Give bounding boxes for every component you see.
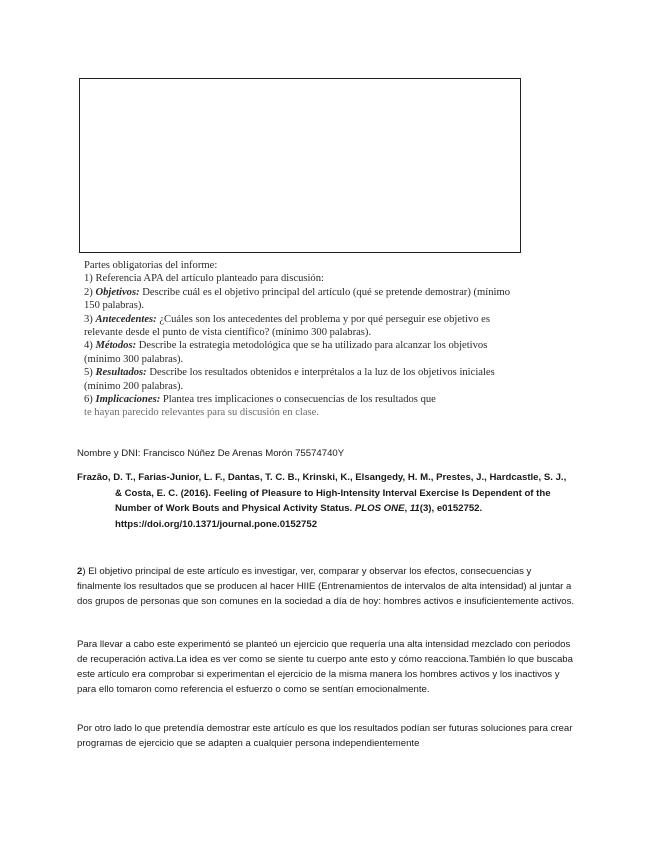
paragraph-method: Para llevar a cabo este experimentó se planteó un ejercicio que requería una alta intensidad mezclado con periodos de recuperación activa.La idea es ver como se siente tu cuerpo ante esto y cómo reacciona.También lo que buscaba este artículo era comprobar si experimentan el ejercicio de la misma manera los hombres activos y los inactivos y para ello tomaron como referencia el esfuerzo o como se sentían emocionalmente. — [77, 639, 573, 695]
instruction-item-2: 2) Objetivos: Describe cuál es el objetivo principal del artículo (qué se pretende demostrar) (mínimo 150 palabras). — [84, 286, 510, 312]
instruction-item-4: 4) Métodos: Describe la estrategia metodológica que se ha utilizado para alcanzar los objetivos (mínimo 300 palabras). — [84, 340, 488, 365]
apa-reference: Frazão, D. T., Farias-Junior, L. F., Dantas, T. C. B., Krinski, K., Elsangedy, H. M., Prestes, J., Hardcastle, S. J., & Costa, E. C. (2016). Feeling of Pleasure to High-Intensity Interval Exercise Is Dependent of the Number of Work Bouts and Physical Activity Status. PLOS ONE, 11(3), e0152752. https://doi.org/10.1371/journal.pone.0152752 — [77, 472, 567, 530]
instruction-item-5: 5) Resultados: Describe los resultados obtenidos e interprétalos a la luz de los objetivos iniciales (mínimo 200 palabras). — [84, 367, 495, 392]
instruction-item-6: 6) Implicaciones: Plantea tres implicaciones o consecuencias de los resultados que — [84, 394, 436, 406]
instruction-item-3: 3) Antecedentes: ¿Cuáles son los antecedentes del problema y por qué perseguir ese objetivo es relevante desde el punto de vista científico? (mínimo 300 palabras). — [84, 313, 491, 339]
instruction-item-1: 1) Referencia APA del artículo planteado para discusión: — [84, 273, 324, 285]
reference-main: Frazão, D. T., Farias-Junior, L. F., Dantas, T. C. B., Krinski, K., Elsangedy, H. M., Prestes, J., Hardcastle, S. J., & Costa, E. C. (2016). Feeling of Pleasure to High-Intensity Interval Exercise Is Dependent of the Number of Work Bouts and Physical Activity Status. — [77, 472, 567, 514]
journal-name: PLOS ONE — [354, 503, 405, 514]
instruction-last-line: te hayan parecido relevantes para su discusión en clase. — [84, 407, 320, 419]
student-name: Nombre y DNI: Francisco Núñez De Arenas Morón 75574740Y — [77, 448, 345, 459]
paragraph-objective: 2) El objetivo principal de este artículo es investigar, ver, comparar y observar los efectos, consecuencias y finalmente los resultados que se producen al hacer HIIE (Entrenamientos de intervalos de alta intensidad) al juntar a dos grupos de personas que son comunes en la sociedad a día de hoy: hombres activos e insuficientemente activos. — [77, 566, 575, 607]
instructions-image — [84, 259, 512, 418]
doi-link[interactable]: (3), e0152752. https://doi.org/10.1371/journal.pone.0152752 — [115, 503, 483, 530]
volume: 11 — [409, 503, 420, 514]
paragraph-other: Por otro lado lo que pretendía demostrar este artículo es que los resultados podían ser futuras soluciones para crear programas de ejercicio que se adapten a cualquier persona independientemente — [77, 723, 573, 749]
empty-frame — [79, 78, 521, 253]
instructions-title: Partes obligatorias del informe: — [84, 260, 218, 271]
